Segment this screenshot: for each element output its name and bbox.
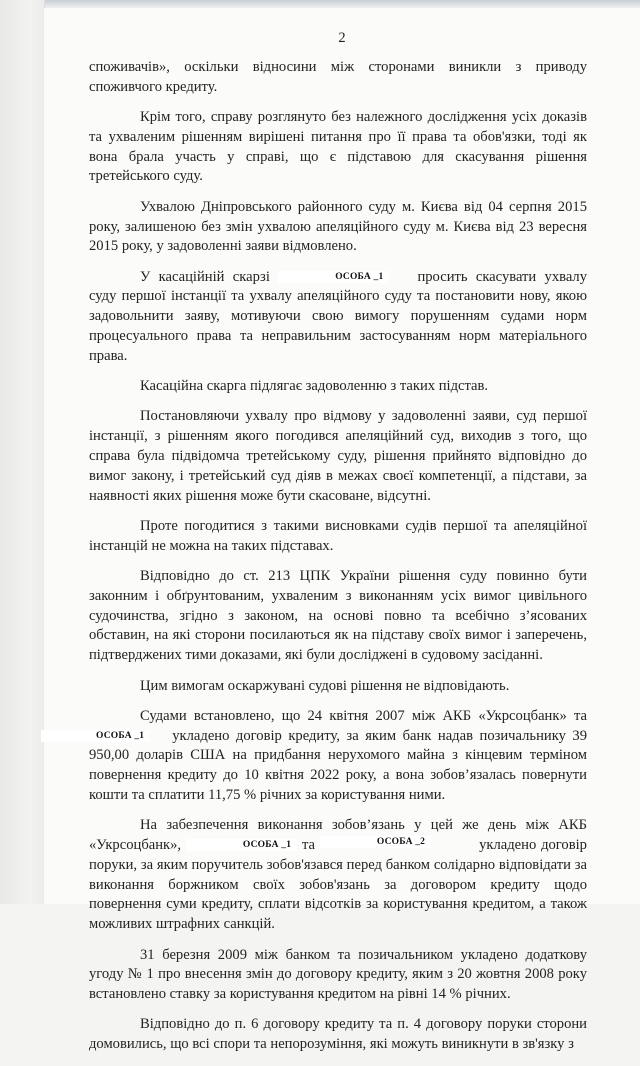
document-body (89, 58, 587, 1066)
paragraph-text: У касаційній скарзі (140, 268, 270, 285)
paragraph-cassation-complaint (89, 268, 587, 367)
paragraph-credit-agreement (89, 707, 587, 806)
redacted-person-2: ОСОБА _2 (320, 836, 431, 848)
paragraph-court-ruling: Ухвалою Дніпровського районного суду м. Києва від 04 серпня 2015 року, залишеною без змін ухвалою апеляційного суду м. Києва від 23 вересня 2015 року, у задоволенні заяви відмовлено. (89, 198, 587, 255)
paragraph-nonconformity: Цим вимогам оскаржувані судові рішення не відповідають. (140, 677, 510, 694)
paragraph-continuation: споживачів», оскільки відносини між сторонами виникли з приводу споживчого кредиту. (89, 59, 587, 95)
paragraph-text: та (301, 837, 316, 854)
redacted-person-1: ОСОБА _1 (186, 839, 297, 851)
scan-top-edge (0, 0, 640, 8)
scan-left-margin (0, 0, 45, 904)
paragraph-supplementary-agreement: 31 березня 2009 між банком та позичальником укладено додаткову угоду № 1 про внесення змін до договору кредиту, яким з 20 жовтня 2008 року встановлено ставку за користування кредитом на рівні 14 % річних. (89, 946, 587, 1003)
paragraph-complaint-granted: Касаційна скарга підлягає задоволенню з таких підстав. (140, 378, 489, 395)
redacted-person-1: ОСОБА _1 (41, 730, 150, 742)
paragraph-surety-agreement (89, 816, 587, 935)
paragraph-dispute-clause: Відповідно до п. 6 договору кредиту та п. 4 договору поруки сторони домовились, що всі спори та непорозуміння, які можуть виникнути в зв'язку з (89, 1016, 587, 1053)
paragraph-article-213: Відповідно до ст. 213 ЦПК України рішення суду повинно бути законним і обґрунтованим, ухваленим з виконанням усіх вимог цивільного судочинства, згідно з законом, на основі повно та всебічно з’ясованих обставин, на які сторони посилаються як на підставу своїх вимог і заперечень, підтверджених тими доказами, які були досліджені в судовому засіданні. (89, 568, 587, 664)
paragraph-text: На забезпечення виконання зобов’язань у цей же день між АКБ «Укрсоцбанк», (89, 817, 587, 854)
paragraph-disagreement: Проте погодитися з такими висновками судів першої та апеляційної інстанцій не можна на таких підставах. (89, 517, 587, 554)
paragraph-procedural-violation: Крім того, справу розглянуто без належного дослідження усіх доказів та ухваленим рішенням вирішені питання про її права та обов'язки, тоді як вона брала участь у справі, що є підставою для скасування рішення третейського суду. (89, 109, 587, 185)
redacted-person-1: ОСОБА _1 (278, 271, 389, 283)
document-page (44, 8, 640, 1053)
paragraph-text: просить скасувати ухвалу суду першої інстанції та ухвалу апеляційного суду та постановити нову, якою задовольнити заяву, мотивуючи свою вимогу порушенням судами норм процесуального права та неправильним застосуванням норм матеріального права. (89, 268, 588, 364)
paragraph-first-instance-reasoning: Постановляючи ухвалу про відмову у задоволенні заяви, суд першої інстанції, з рішенням якого погодився апеляційний суд, виходив з того, що справа була підвідомча третейському суду, рішення прийнято відповідно до вимог закону, і третейський суд діяв в межах своєї компетенції, а підстави, за наявності яких рішення може бути скасоване, відсутні. (89, 408, 587, 504)
paragraph-text: Судами встановлено, що 24 квітня 2007 між АКБ «Укрсоцбанк» та (140, 707, 587, 724)
paragraph-text: укладено договір поруки, за яким поручитель зобов'язався перед банком солідарно відповідати за виконання боржником своїх зобов'язань за договором кредиту щодо повернення суми кредиту, сплати відсотків за користування кредитом, а також можливих штрафних санкцій. (89, 837, 587, 933)
page-number: 2 (338, 30, 346, 46)
paragraph-text: укладено договір кредиту, за яким банк надав позичальнику 39 950,00 доларів США на придбання нерухомого майна з кінцевим терміном повернення кредиту до 10 квітня 2022 року, а вона зобов’язалась повернути кошти та сплатити 11,75 % річних за користування ними. (89, 727, 587, 803)
